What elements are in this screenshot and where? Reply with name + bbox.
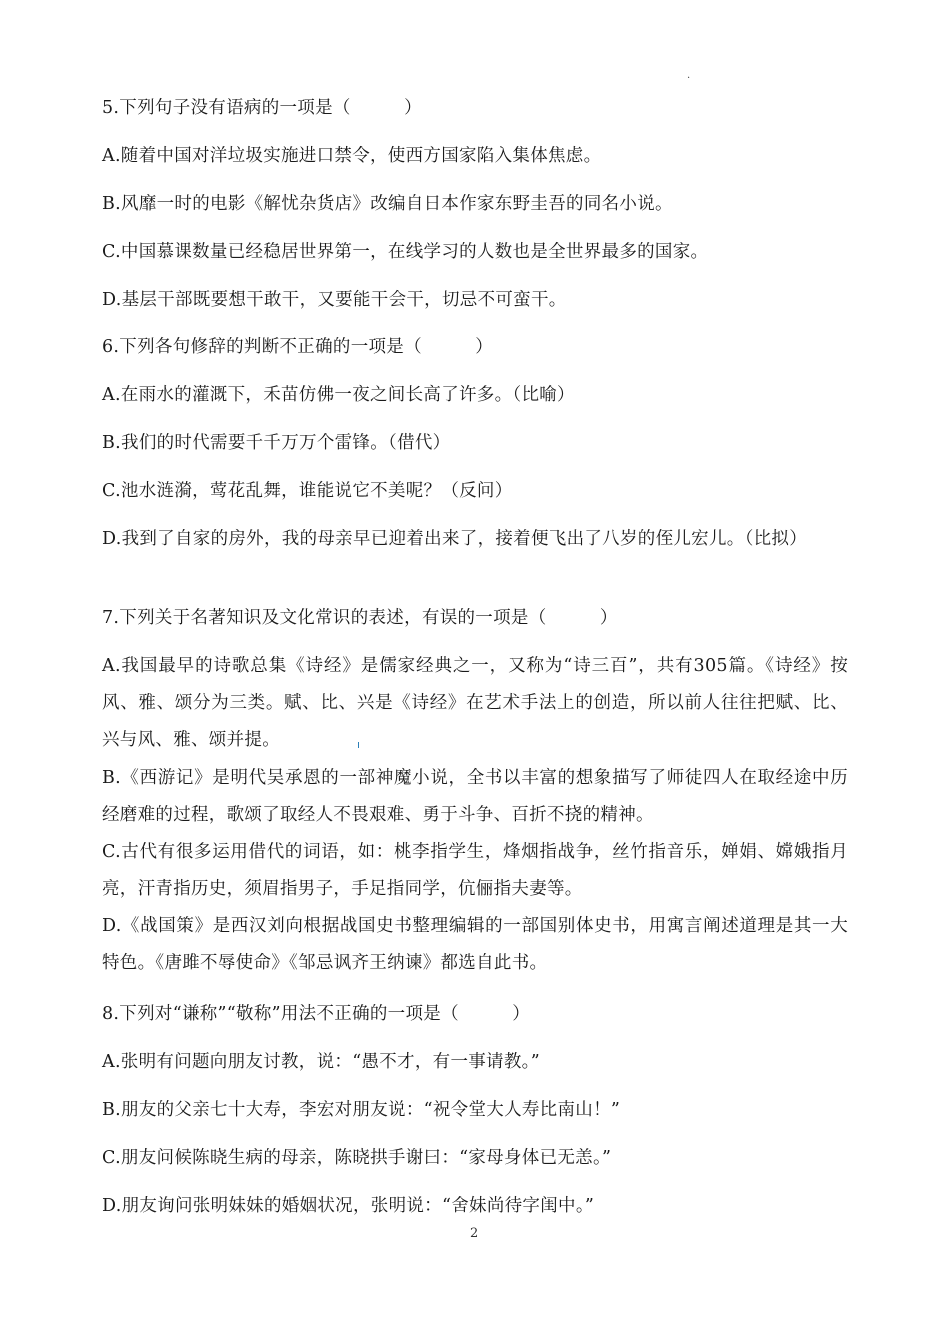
q7-option-b: B.《西游记》是明代吴承恩的一部神魔小说，全书以丰富的想象描写了师徒四人在取经途中历经磨难的过程，歌颂了取经人不畏艰难、勇于斗争、百折不挠的精神。 — [102, 768, 848, 825]
q8-option-c: C.朋友问候陈晓生病的母亲，陈晓拱手谢曰：“家母身体已无恙。” — [102, 1148, 612, 1168]
blue-tick-mark — [358, 742, 359, 748]
page-number: 2 — [470, 1226, 479, 1241]
q5-option-d: D.基层干部既要想干敢干，又要能干会干，切忌不可蛮干。 — [102, 290, 567, 310]
q5-option-a: A.随着中国对洋垃圾实施进口禁令，使西方国家陷入集体焦虑。 — [102, 146, 602, 166]
q6-option-d: D.我到了自家的房外，我的母亲早已迎着出来了，接着便飞出了八岁的侄儿宏儿。（比拟） — [102, 529, 808, 549]
q8-stem: 8.下列对“谦称”“敬称”用法不正确的一项是（ ） — [102, 1004, 531, 1024]
q5-option-c: C.中国慕课数量已经稳居世界第一，在线学习的人数也是全世界最多的国家。 — [102, 242, 709, 262]
q8-option-d: D.朋友询问张明妹妹的婚姻状况，张明说：“舍妹尚待字闺中。” — [102, 1196, 595, 1216]
q7-option-c: C.古代有很多运用借代的词语，如：桃李指学生，烽烟指战争，丝竹指音乐，婵娟、嫦娥指月亮，汗青指历史，须眉指男子，手足指同学，伉俪指夫妻等。 — [102, 842, 848, 899]
q6-option-b: B.我们的时代需要千千万万个雷锋。（借代） — [102, 433, 451, 453]
q5-stem: 5.下列句子没有语病的一项是（ ） — [102, 98, 422, 118]
margin-dot: . — [687, 70, 691, 81]
q6-option-a: A.在雨水的灌溉下，禾苗仿佛一夜之间长高了许多。（比喻） — [102, 385, 575, 405]
q6-stem: 6.下列各句修辞的判断不正确的一项是（ ） — [102, 337, 494, 357]
q8-option-b: B.朋友的父亲七十大寿，李宏对朋友说：“祝令堂大人寿比南山！” — [102, 1100, 621, 1120]
q7-stem: 7.下列关于名著知识及文化常识的表述，有误的一项是（ ） — [102, 608, 618, 628]
q7-option-a: A.我国最早的诗歌总集《诗经》是儒家经典之一，又称为“诗三百”，共有305篇。《诗经》按风、雅、颂分为三类。赋、比、兴是《诗经》在艺术手法上的创造，所以前人往往把赋、比、兴与风、雅、颂并提。 — [102, 656, 848, 750]
q5-option-b: B.风靡一时的电影《解忧杂货店》改编自日本作家东野圭吾的同名小说。 — [102, 194, 673, 214]
q7-option-d: D.《战国策》是西汉刘向根据战国史书整理编辑的一部国别体史书，用寓言阐述道理是其一大特色。《唐雎不辱使命》《邹忌讽齐王纳谏》都选自此书。 — [102, 916, 848, 973]
q6-option-c: C.池水涟漪，莺花乱舞，谁能说它不美呢？（反问） — [102, 481, 513, 501]
q8-option-a: A.张明有问题向朋友讨教，说：“愚不才，有一事请教。” — [102, 1052, 540, 1072]
